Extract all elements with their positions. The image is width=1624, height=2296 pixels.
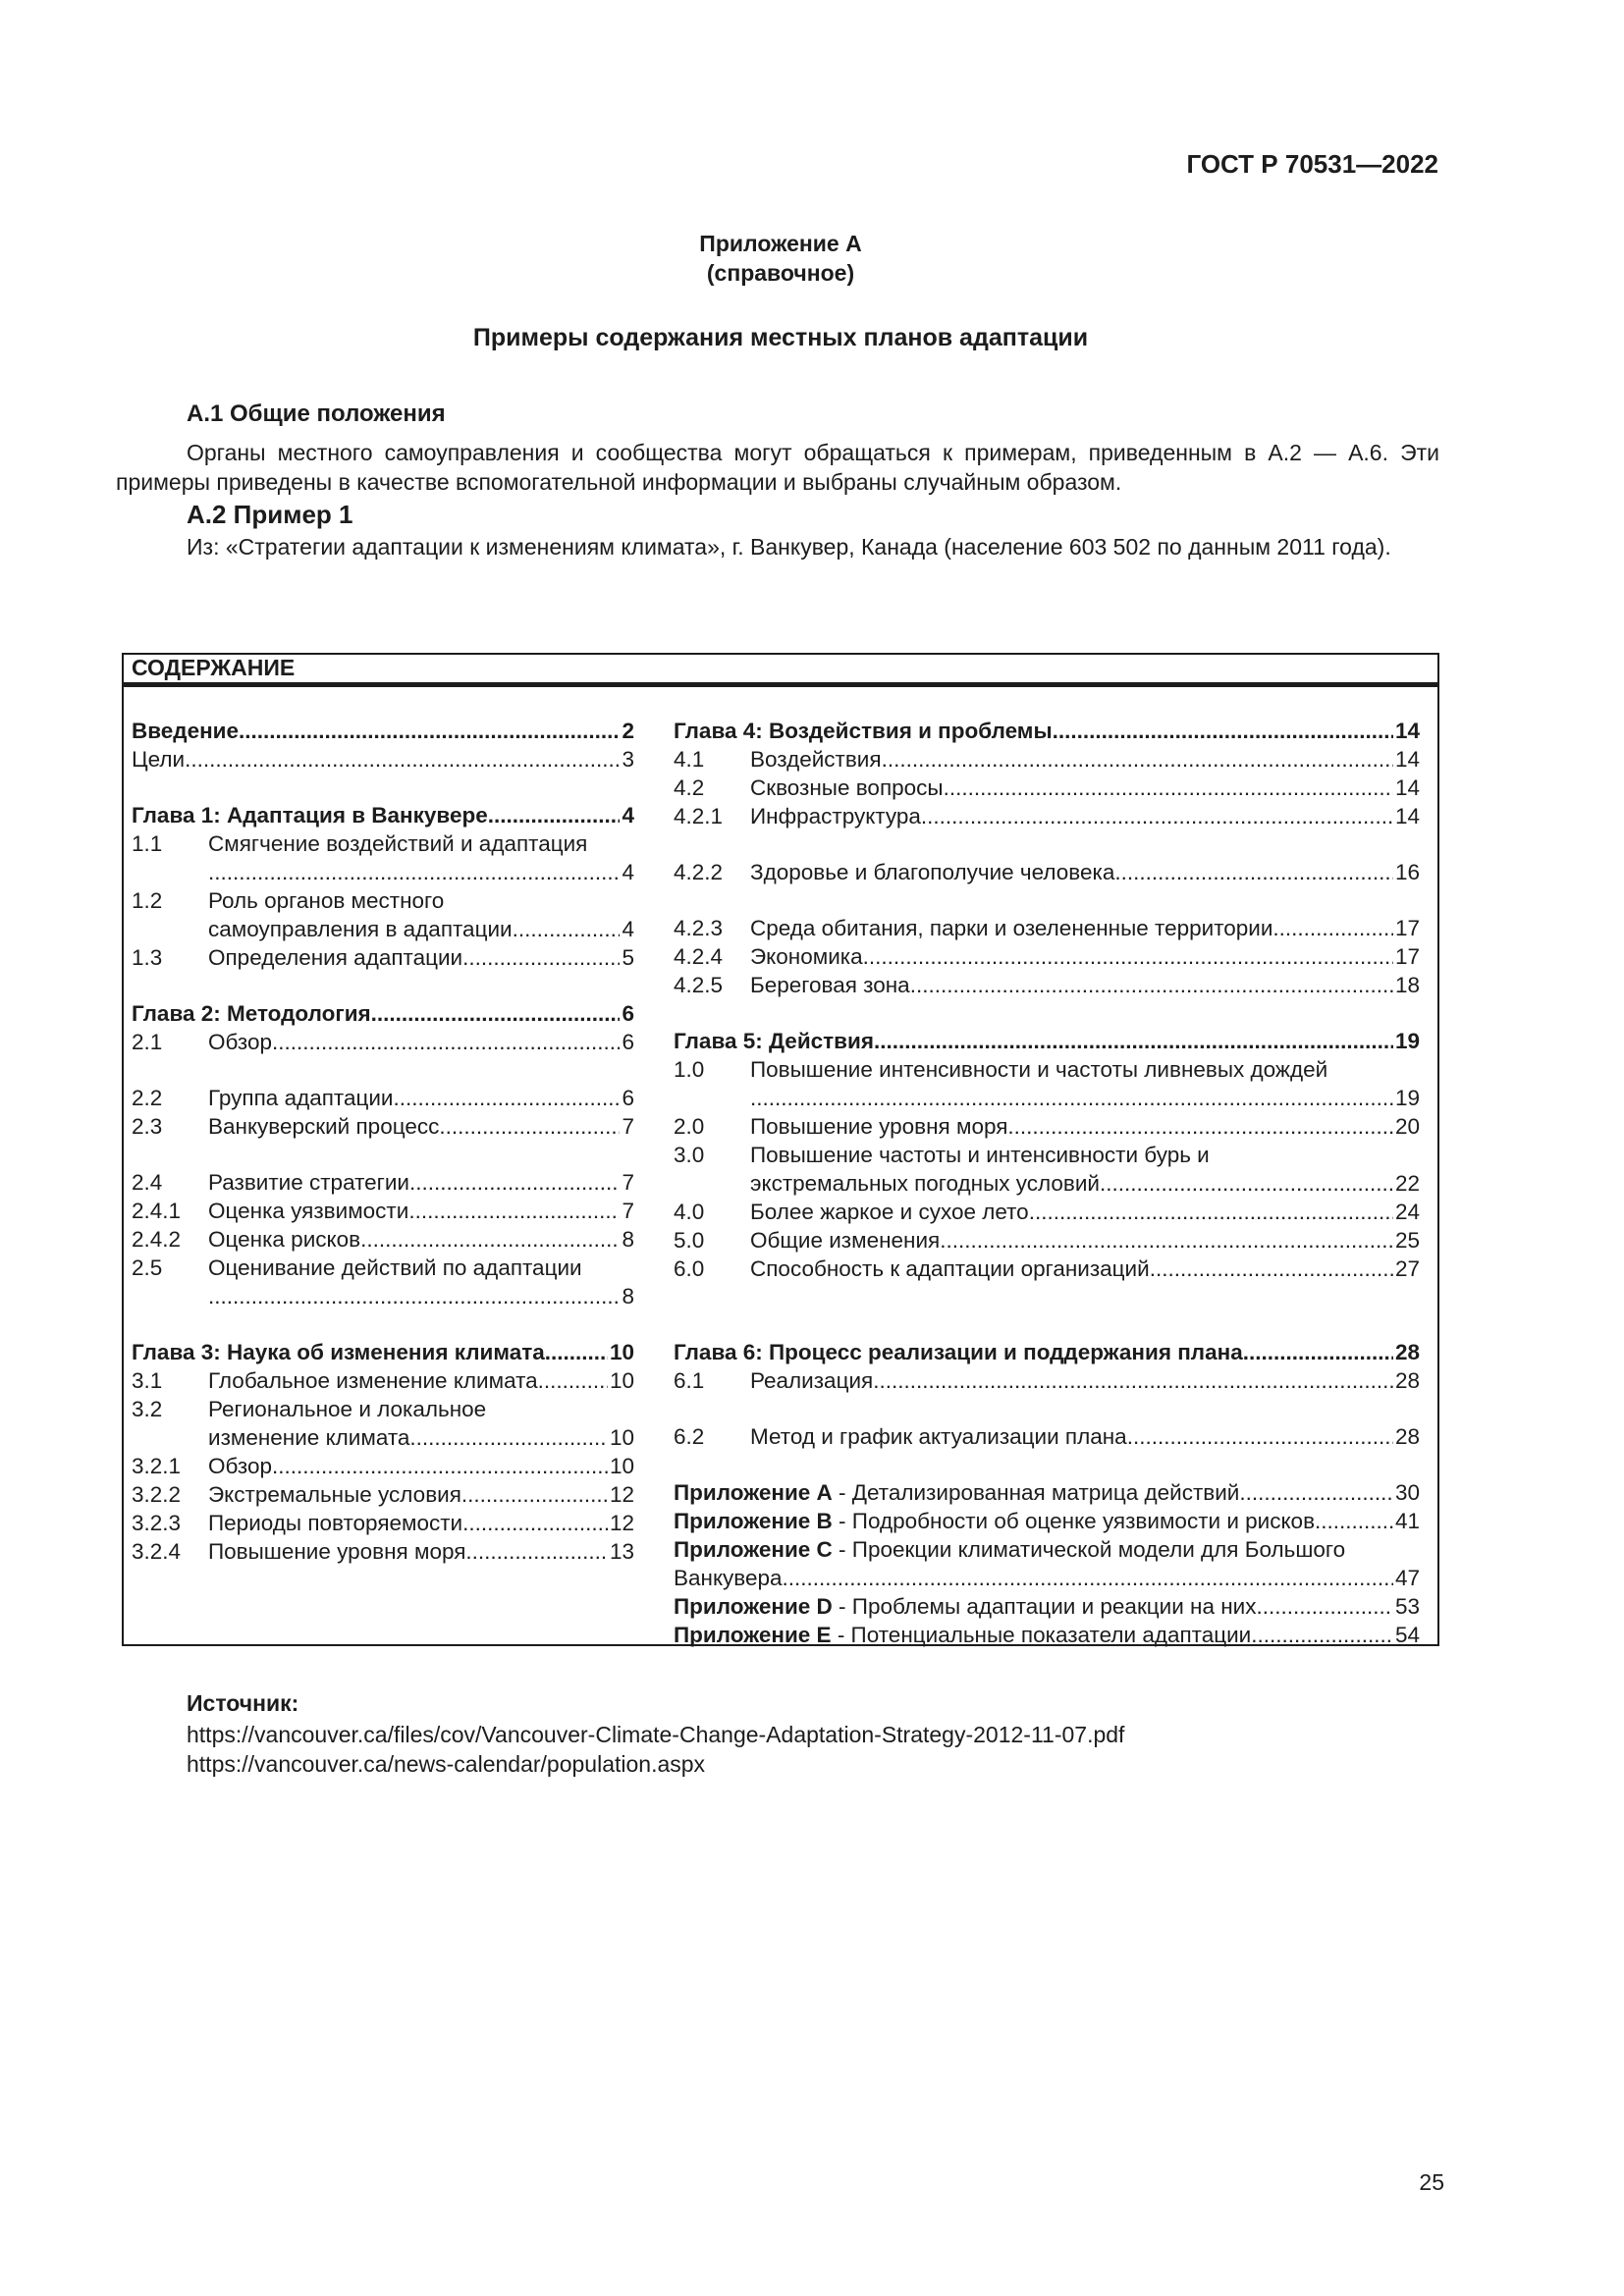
toc-dot-leader	[1243, 1338, 1393, 1366]
toc-entry-page: 19	[1394, 1029, 1420, 1053]
toc-entry	[132, 943, 634, 972]
toc-entry-page: 54	[1394, 1623, 1420, 1647]
toc-entry	[132, 1537, 634, 1566]
toc-entry-page: 47	[1394, 1566, 1420, 1590]
toc-entry-page: 7	[622, 1114, 634, 1139]
toc-entry	[674, 1055, 1420, 1084]
toc-dot-leader	[1029, 1198, 1393, 1226]
section-a1-text: Органы местного самоуправления и сообщества могут обращаться к примерам, приведенным в А.2 — А.6. Эти примеры приведены в качестве вспомогательной информации и выбраны случайным образом.	[116, 440, 1439, 495]
toc-entry-title: Глава 1: Адаптация в Ванкувере	[132, 803, 488, 828]
toc-entry	[132, 1452, 634, 1480]
toc-entry	[132, 999, 634, 1028]
toc-dot-leader	[444, 886, 632, 915]
toc-entry-page: 17	[1394, 944, 1420, 969]
toc-entry-title: Более жаркое и сухое лето	[750, 1200, 1029, 1224]
toc-entry	[132, 1395, 634, 1423]
toc-dot-leader	[185, 745, 620, 774]
toc-entry	[674, 745, 1420, 774]
toc-entry	[674, 1255, 1420, 1283]
toc-entry-page: 16	[1394, 860, 1420, 884]
toc-entry-page: 10	[609, 1368, 634, 1393]
toc-entry-page	[1418, 1055, 1420, 1084]
toc-dot-leader	[1210, 1141, 1418, 1169]
toc-entry-title: - Проблемы адаптации и реакции на них	[832, 1594, 1257, 1619]
toc-entry-number	[132, 1282, 208, 1310]
toc-entry-title: изменение климата	[208, 1425, 410, 1450]
toc-appendix-label: Приложение С	[674, 1537, 833, 1562]
toc-entry-number: 6.0	[674, 1256, 705, 1281]
toc-entry	[674, 942, 1420, 971]
toc-entry	[674, 802, 1420, 830]
toc-entry-page: 4	[622, 860, 634, 884]
toc-appendix-label: Приложение А	[674, 1480, 833, 1505]
toc-entry-title: Роль органов местного	[208, 888, 445, 913]
toc-entry-title: Региональное и локальное	[208, 1397, 487, 1421]
toc-entry-number: 3.2.1	[132, 1454, 182, 1478]
toc-dot-leader	[394, 1084, 621, 1112]
toc-entry-title: - Проекции климатической модели для Большого	[832, 1537, 1346, 1562]
toc-entry	[132, 1282, 634, 1310]
toc-entry-title: Экстремальные условия	[208, 1482, 461, 1507]
toc-entry-page: 10	[609, 1454, 634, 1478]
toc-dot-leader	[1345, 1535, 1418, 1564]
toc-entry-page: 10	[609, 1425, 634, 1450]
toc-entry	[132, 829, 634, 858]
toc-entry-number	[132, 915, 208, 943]
toc-entry-number: 3.1	[132, 1368, 163, 1393]
toc-entry-page: 4	[622, 917, 634, 941]
toc-entry	[132, 1480, 634, 1509]
toc-dot-leader	[461, 1480, 608, 1509]
toc-entry-page: 3	[622, 747, 634, 772]
toc-entry-title: - Детализированная матрица действий	[832, 1480, 1240, 1505]
toc-entry-number	[674, 1169, 750, 1198]
toc-entry-page: 10	[609, 1340, 634, 1364]
toc-dot-leader	[587, 829, 632, 858]
toc-entry-page: 12	[609, 1511, 634, 1535]
toc-entry-title: Повышение частоты и интенсивности бурь и	[750, 1143, 1210, 1167]
toc-entry-page	[632, 1254, 634, 1282]
toc-dot-leader	[910, 971, 1393, 999]
toc-entry-title: Реализация	[750, 1368, 874, 1393]
toc-dot-leader	[439, 1112, 620, 1141]
toc-entry-number: 3.2.2	[132, 1482, 182, 1507]
toc-dot-leader	[582, 1254, 632, 1282]
toc-entry	[132, 1423, 634, 1452]
toc-entry	[674, 1338, 1420, 1366]
document-code: ГОСТ Р 70531—2022	[1186, 149, 1438, 179]
toc-entry	[132, 1168, 634, 1197]
toc-entry-page: 8	[622, 1227, 634, 1252]
toc-entry-page: 28	[1394, 1340, 1420, 1364]
toc-entry-page: 18	[1394, 973, 1420, 997]
toc-entry	[674, 1112, 1420, 1141]
toc-entry-title: Среда обитания, парки и озелененные территории	[750, 916, 1273, 940]
toc-entry-number: 4.1	[674, 747, 705, 772]
toc-dot-leader	[409, 1168, 620, 1197]
toc-entry-page: 7	[622, 1199, 634, 1223]
toc-entry-page: 7	[622, 1170, 634, 1195]
toc-entry	[674, 1141, 1420, 1169]
toc-entry	[674, 1169, 1420, 1198]
toc-entry-title: Глава 5: Действия	[674, 1029, 874, 1053]
toc-entry	[132, 717, 634, 745]
toc-entry-page: 12	[609, 1482, 634, 1507]
toc-entry-number: 2.2	[132, 1086, 163, 1110]
toc-entry-title: Оценка рисков	[208, 1227, 361, 1252]
toc-entry-title: Повышение уровня моря	[750, 1114, 1008, 1139]
toc-entry-number: 1.2	[132, 888, 163, 913]
toc-entry	[132, 1254, 634, 1282]
toc-entry-number: 4.0	[674, 1200, 705, 1224]
toc-entry-title: Развитие стратегии	[208, 1170, 409, 1195]
toc-entry-title: Воздействия	[750, 747, 882, 772]
toc-entry	[132, 745, 634, 774]
page-number: 25	[1419, 2169, 1444, 2195]
toc-dot-leader	[408, 1197, 620, 1225]
toc-dot-leader	[1114, 858, 1393, 886]
toc-dot-leader	[1239, 1478, 1393, 1507]
toc-entry	[674, 774, 1420, 802]
toc-dot-leader	[940, 1226, 1393, 1255]
toc-dot-leader	[783, 1564, 1393, 1592]
section-a2-title: А.2 Пример 1	[187, 500, 353, 529]
toc-dot-leader	[1272, 914, 1393, 942]
toc-entry-number: 4.2.1	[674, 804, 724, 828]
toc-entry-page: 25	[1394, 1228, 1420, 1253]
toc-entry-page: 13	[609, 1539, 634, 1564]
toc-entry	[674, 717, 1420, 745]
toc-entry-page	[632, 829, 634, 858]
source-link-2[interactable]: https://vancouver.ca/news-calendar/population.aspx	[187, 1751, 706, 1777]
toc-entry-title: Оценивание действий по адаптации	[208, 1255, 582, 1280]
toc-entry-number: 4.2.2	[674, 860, 724, 884]
toc-entry-title: Введение	[132, 719, 240, 743]
toc-entry-number: 1.1	[132, 831, 163, 856]
toc-entry-title: Способность к адаптации организаций	[750, 1256, 1150, 1281]
toc-entry-title: Глава 3: Наука об изменения климата	[132, 1340, 545, 1364]
toc-entry	[674, 1564, 1420, 1592]
toc-entry-number: 2.0	[674, 1114, 705, 1139]
toc-entry	[674, 1592, 1420, 1621]
toc-entry	[674, 1226, 1420, 1255]
toc-entry-number: 5.0	[674, 1228, 705, 1253]
toc-dot-leader	[208, 1282, 620, 1310]
toc-entry-title: Метод и график актуализации плана	[750, 1424, 1127, 1449]
toc-entry-page: 19	[1394, 1086, 1420, 1110]
toc-entry-page: 28	[1394, 1368, 1420, 1393]
toc-appendix-label: Приложение В	[674, 1509, 833, 1533]
toc-dot-leader	[272, 1452, 608, 1480]
toc-entry-title: экстремальных погодных условий	[750, 1171, 1100, 1196]
toc-entry-title: самоуправления в адаптации	[208, 917, 513, 941]
toc-entry	[132, 1366, 634, 1395]
source-label: Источник:	[187, 1690, 299, 1716]
toc-entry-page: 30	[1394, 1480, 1420, 1505]
toc-dot-leader	[750, 1084, 1393, 1112]
toc-entry-title: Сквозные вопросы	[750, 775, 944, 800]
toc-entry-title: Глава 4: Воздействия и проблемы	[674, 719, 1053, 743]
toc-entry-page: 14	[1394, 804, 1420, 828]
toc-dot-leader	[1251, 1621, 1393, 1649]
toc-entry	[132, 1509, 634, 1537]
toc-entry	[674, 1621, 1420, 1649]
toc-entry	[132, 886, 634, 915]
toc-dot-leader	[874, 1027, 1393, 1055]
toc-dot-leader	[239, 717, 620, 745]
toc-entry-page	[1418, 1141, 1420, 1169]
toc-dot-leader	[513, 915, 621, 943]
toc-entry-title: Обзор	[208, 1454, 272, 1478]
toc-entry-number: 2.5	[132, 1255, 163, 1280]
toc-entry	[674, 914, 1420, 942]
toc-dot-leader	[1327, 1055, 1418, 1084]
toc-entry-title: Глава 6: Процесс реализации и поддержания плана	[674, 1340, 1243, 1364]
toc-dot-leader	[545, 1338, 608, 1366]
toc-entry-page: 4	[622, 803, 634, 828]
annex-title: Приложение А	[699, 231, 862, 256]
toc-entry-page: 14	[1394, 775, 1420, 800]
toc-dot-leader	[272, 1028, 621, 1056]
toc-dot-leader	[538, 1366, 608, 1395]
toc-entry	[132, 1225, 634, 1254]
toc-entry-number: 3.0	[674, 1143, 705, 1167]
toc-title: СОДЕРЖАНИЕ	[132, 655, 296, 680]
toc-dot-leader	[462, 1509, 608, 1537]
annex-subtitle: (справочное)	[706, 260, 855, 286]
toc-entry	[132, 1028, 634, 1056]
toc-appendix-label: Приложение Е	[674, 1623, 832, 1647]
toc-entry-title: Экономика	[750, 944, 863, 969]
toc-entry-title: Смягчение воздействий и адаптация	[208, 831, 588, 856]
toc-entry	[132, 1338, 634, 1366]
toc-dot-leader	[1315, 1507, 1393, 1535]
toc-entry-number: 2.4	[132, 1170, 163, 1195]
toc-entry-number: 3.2	[132, 1397, 163, 1421]
toc-dot-leader	[1053, 717, 1393, 745]
toc-entry	[674, 1084, 1420, 1112]
toc-entry-page: 53	[1394, 1594, 1420, 1619]
toc-dot-leader	[921, 802, 1393, 830]
toc-entry-title: Глава 2: Методология	[132, 1001, 371, 1026]
toc-entry-title: Здоровье и благополучие человека	[750, 860, 1115, 884]
toc-entry-page: 2	[622, 719, 634, 743]
toc-dot-leader	[863, 942, 1393, 971]
toc-entry-number: 4.2.5	[674, 973, 724, 997]
toc-entry-page: 14	[1394, 719, 1420, 743]
toc-entry-page: 24	[1394, 1200, 1420, 1224]
toc-entry	[674, 858, 1420, 886]
toc-dot-leader	[462, 943, 620, 972]
toc-entry-title: Периоды повторяемости	[208, 1511, 463, 1535]
toc-entry-title: Повышение интенсивности и частоты ливневых дождей	[750, 1057, 1328, 1082]
toc-entry-page: 6	[622, 1030, 634, 1054]
toc-entry-title: Ванкувера	[674, 1566, 783, 1590]
toc-entry-page: 28	[1394, 1424, 1420, 1449]
toc-entry-page: 8	[622, 1284, 634, 1308]
toc-entry	[674, 1478, 1420, 1507]
toc-entry	[674, 1198, 1420, 1226]
toc-entry-number: 6.2	[674, 1424, 705, 1449]
toc-dot-leader	[360, 1225, 620, 1254]
toc-dot-leader	[944, 774, 1393, 802]
toc-entry-page: 6	[622, 1001, 634, 1026]
toc-entry-title: Общие изменения	[750, 1228, 941, 1253]
toc-entry-title: Оценка уязвимости	[208, 1199, 409, 1223]
toc-entry-page: 6	[622, 1086, 634, 1110]
toc-entry	[132, 801, 634, 829]
toc-entry	[674, 1535, 1420, 1564]
toc-dot-leader	[486, 1395, 632, 1423]
toc-entry-number	[674, 1084, 750, 1112]
toc-dot-leader	[1100, 1169, 1393, 1198]
toc-entry-number: 2.3	[132, 1114, 163, 1139]
toc-entry-number: 4.2.4	[674, 944, 724, 969]
toc-entry	[132, 915, 634, 943]
toc-dot-leader	[1007, 1112, 1393, 1141]
section-a2-text: Из: «Стратегии адаптации к изменениям климата», г. Ванкувер, Канада (население 603 502 по данным 2011 года).	[187, 534, 1391, 560]
toc-dot-leader	[371, 999, 621, 1028]
toc-entry-page: 17	[1394, 916, 1420, 940]
toc-dot-leader	[1257, 1592, 1393, 1621]
toc-entry-title: Инфраструктура	[750, 804, 921, 828]
toc-entry-title: Ванкуверский процесс	[208, 1114, 440, 1139]
toc-entry-number: 4.2	[674, 775, 705, 800]
toc-entry	[674, 1027, 1420, 1055]
toc-entry	[674, 971, 1420, 999]
section-a1-title: А.1 Общие положения	[187, 400, 446, 427]
toc-dot-leader	[465, 1537, 608, 1566]
toc-entry-page: 22	[1394, 1171, 1420, 1196]
toc-dot-leader	[1150, 1255, 1393, 1283]
toc-entry-number	[132, 858, 208, 886]
toc-entry	[132, 1197, 634, 1225]
toc-entry-number: 2.4.1	[132, 1199, 182, 1223]
toc-dot-leader	[488, 801, 621, 829]
toc-entry-page: 5	[622, 945, 634, 970]
toc-entry-number: 2.1	[132, 1030, 163, 1054]
toc-dot-leader	[409, 1423, 608, 1452]
toc-entry-number: 3.2.4	[132, 1539, 182, 1564]
toc-entry	[132, 1084, 634, 1112]
toc-dot-leader	[1127, 1422, 1393, 1451]
toc-appendix-label: Приложение D	[674, 1594, 833, 1619]
toc-entry-page	[632, 1395, 634, 1423]
toc-entry-title: Береговая зона	[750, 973, 910, 997]
toc-entry-page: 27	[1394, 1256, 1420, 1281]
toc-entry-page	[632, 886, 634, 915]
toc-entry-number: 6.1	[674, 1368, 705, 1393]
toc-entry	[674, 1366, 1420, 1395]
toc-entry-page: 14	[1394, 747, 1420, 772]
toc-entry-title: Повышение уровня моря	[208, 1539, 466, 1564]
source-link-1[interactable]: https://vancouver.ca/files/cov/Vancouver-Climate-Change-Adaptation-Strategy-2012-11-07.pdf	[187, 1722, 1125, 1747]
toc-entry-page: 41	[1394, 1509, 1420, 1533]
toc-entry-title: Цели	[132, 747, 186, 772]
toc-entry	[132, 858, 634, 886]
toc-entry-title: Определения адаптации	[208, 945, 463, 970]
toc-entry-page: 20	[1394, 1114, 1420, 1139]
toc-title-rule	[124, 682, 1437, 687]
toc-entry-page	[1418, 1535, 1420, 1564]
toc-dot-leader	[208, 858, 620, 886]
toc-entry	[674, 1507, 1420, 1535]
toc-entry-title: Глобальное изменение климата	[208, 1368, 538, 1393]
toc-dot-leader	[882, 745, 1393, 774]
toc-entry-title: - Потенциальные показатели адаптации	[831, 1623, 1252, 1647]
toc-entry-number: 1.0	[674, 1057, 705, 1082]
toc-entry-number: 3.2.3	[132, 1511, 182, 1535]
toc-entry-number: 1.3	[132, 945, 163, 970]
toc-entry-number: 4.2.3	[674, 916, 724, 940]
toc-entry-number	[132, 1423, 208, 1452]
annex-heading: Примеры содержания местных планов адаптации	[472, 324, 1089, 351]
toc-entry-number: 2.4.2	[132, 1227, 182, 1252]
toc-dot-leader	[873, 1366, 1393, 1395]
toc-entry-title: Группа адаптации	[208, 1086, 394, 1110]
toc-entry-title: Обзор	[208, 1030, 272, 1054]
toc-entry-title: - Подробности об оценке уязвимости и рисков	[832, 1509, 1316, 1533]
toc-entry	[674, 1422, 1420, 1451]
toc-entry	[132, 1112, 634, 1141]
